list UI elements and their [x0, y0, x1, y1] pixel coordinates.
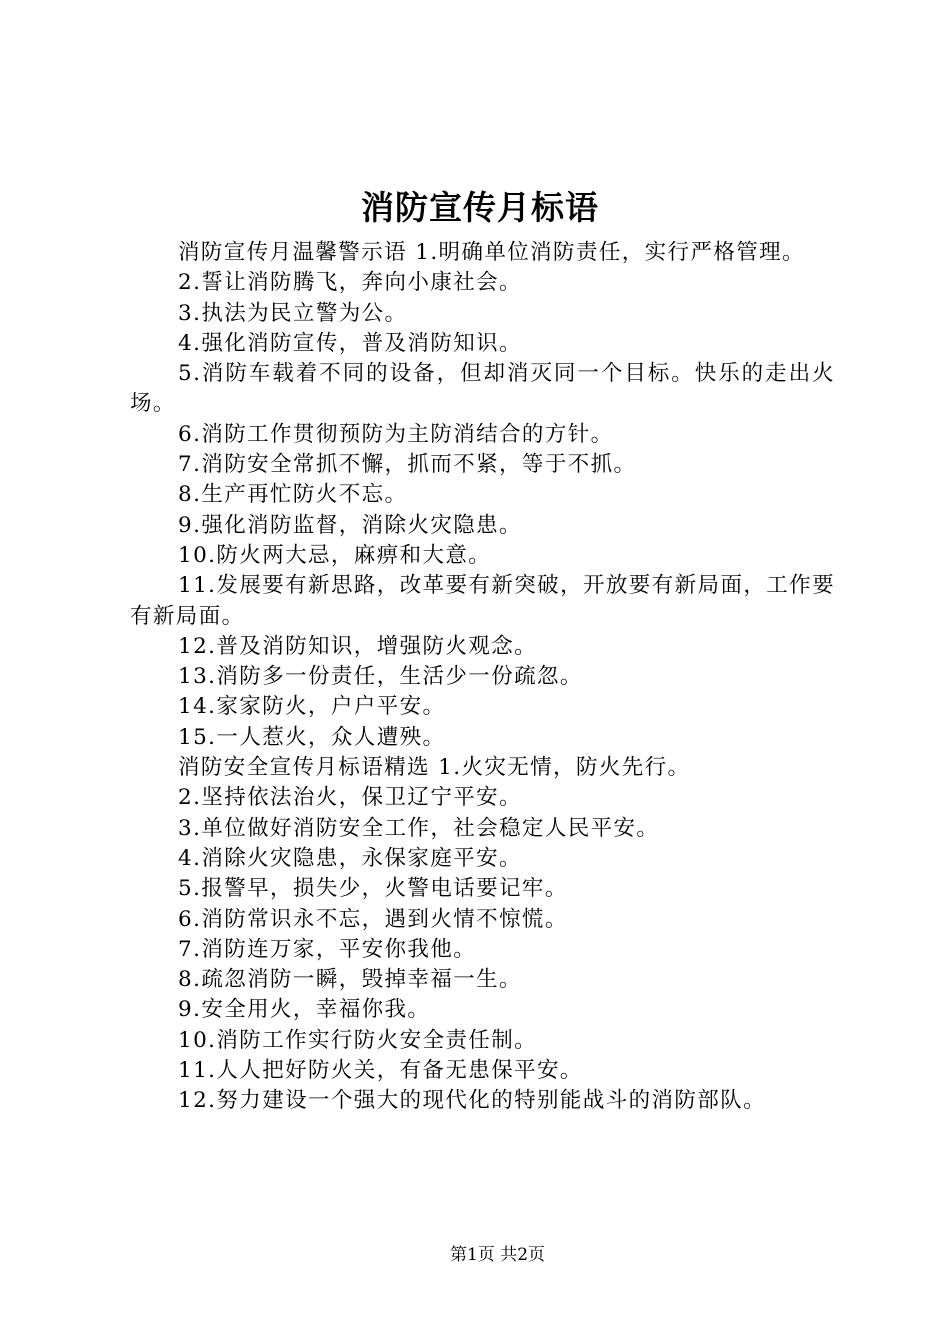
paragraph: 消防宣传月温馨警示语 1.明确单位消防责任，实行严格管理。 — [178, 240, 805, 265]
paragraph: 10.消防工作实行防火安全责任制。 — [178, 1027, 537, 1053]
paragraph: 6.消防工作贯彻预防为主防消结合的方针。 — [178, 421, 614, 447]
paragraph: 12.努力建设一个强大的现代化的特别能战斗的消防部队。 — [178, 1088, 766, 1114]
document-body — [130, 238, 835, 1117]
paragraph: 4.消除火灾隐患，永保家庭平安。 — [178, 845, 522, 871]
paragraph: 3.执法为民立警为公。 — [178, 300, 408, 326]
paragraph: 7.消防安全常抓不懈，抓而不紧，等于不抓。 — [178, 452, 637, 478]
paragraph: 8.生产再忙防火不忘。 — [178, 482, 408, 508]
paragraph: 5.报警早，损失少，火警电话要记牢。 — [178, 876, 568, 902]
paragraph: 7.消防连万家，平安你我他。 — [178, 936, 477, 962]
paragraph: 15.一人惹火，众人遭殃。 — [178, 724, 446, 750]
paragraph: 11.发展要有新思路，改革要有新突破，开放要有新局面，工作要有新局面。 — [130, 573, 835, 629]
paragraph: 9.强化消防监督，消除火灾隐患。 — [178, 512, 522, 538]
paragraph: 5.消防车载着不同的设备，但却消灭同一个目标。快乐的走出火场。 — [130, 361, 835, 417]
paragraph: 10.防火两大忌，麻痹和大意。 — [178, 542, 492, 568]
paragraph: 消防安全宣传月标语精选 1.火灾无情，防火先行。 — [178, 755, 691, 781]
paragraph: 9.安全用火，幸福你我。 — [178, 997, 431, 1023]
paragraph: 2.坚持依法治火，保卫辽宁平安。 — [178, 785, 522, 811]
paragraph: 11.人人把好防火关，有备无患保平安。 — [178, 1058, 583, 1084]
page-indicator: 第1页 共2页 — [449, 1245, 546, 1265]
paragraph: 4.强化消防宣传，普及消防知识。 — [178, 330, 522, 356]
paragraph: 13.消防多一份责任，生活少一份疏忽。 — [178, 664, 583, 690]
document-title: 消防宣传月标语 — [361, 188, 599, 227]
paragraph: 3.单位做好消防安全工作，社会稳定人民平安。 — [178, 815, 660, 841]
paragraph: 2.誓让消防腾飞，奔向小康社会。 — [178, 270, 522, 296]
paragraph: 14.家家防火，户户平安。 — [178, 694, 446, 720]
paragraph: 12.普及消防知识，增强防火观念。 — [178, 633, 537, 659]
paragraph: 6.消防常识永不忘，遇到火情不惊慌。 — [178, 906, 568, 932]
paragraph: 8.疏忽消防一瞬，毁掉幸福一生。 — [178, 967, 522, 993]
